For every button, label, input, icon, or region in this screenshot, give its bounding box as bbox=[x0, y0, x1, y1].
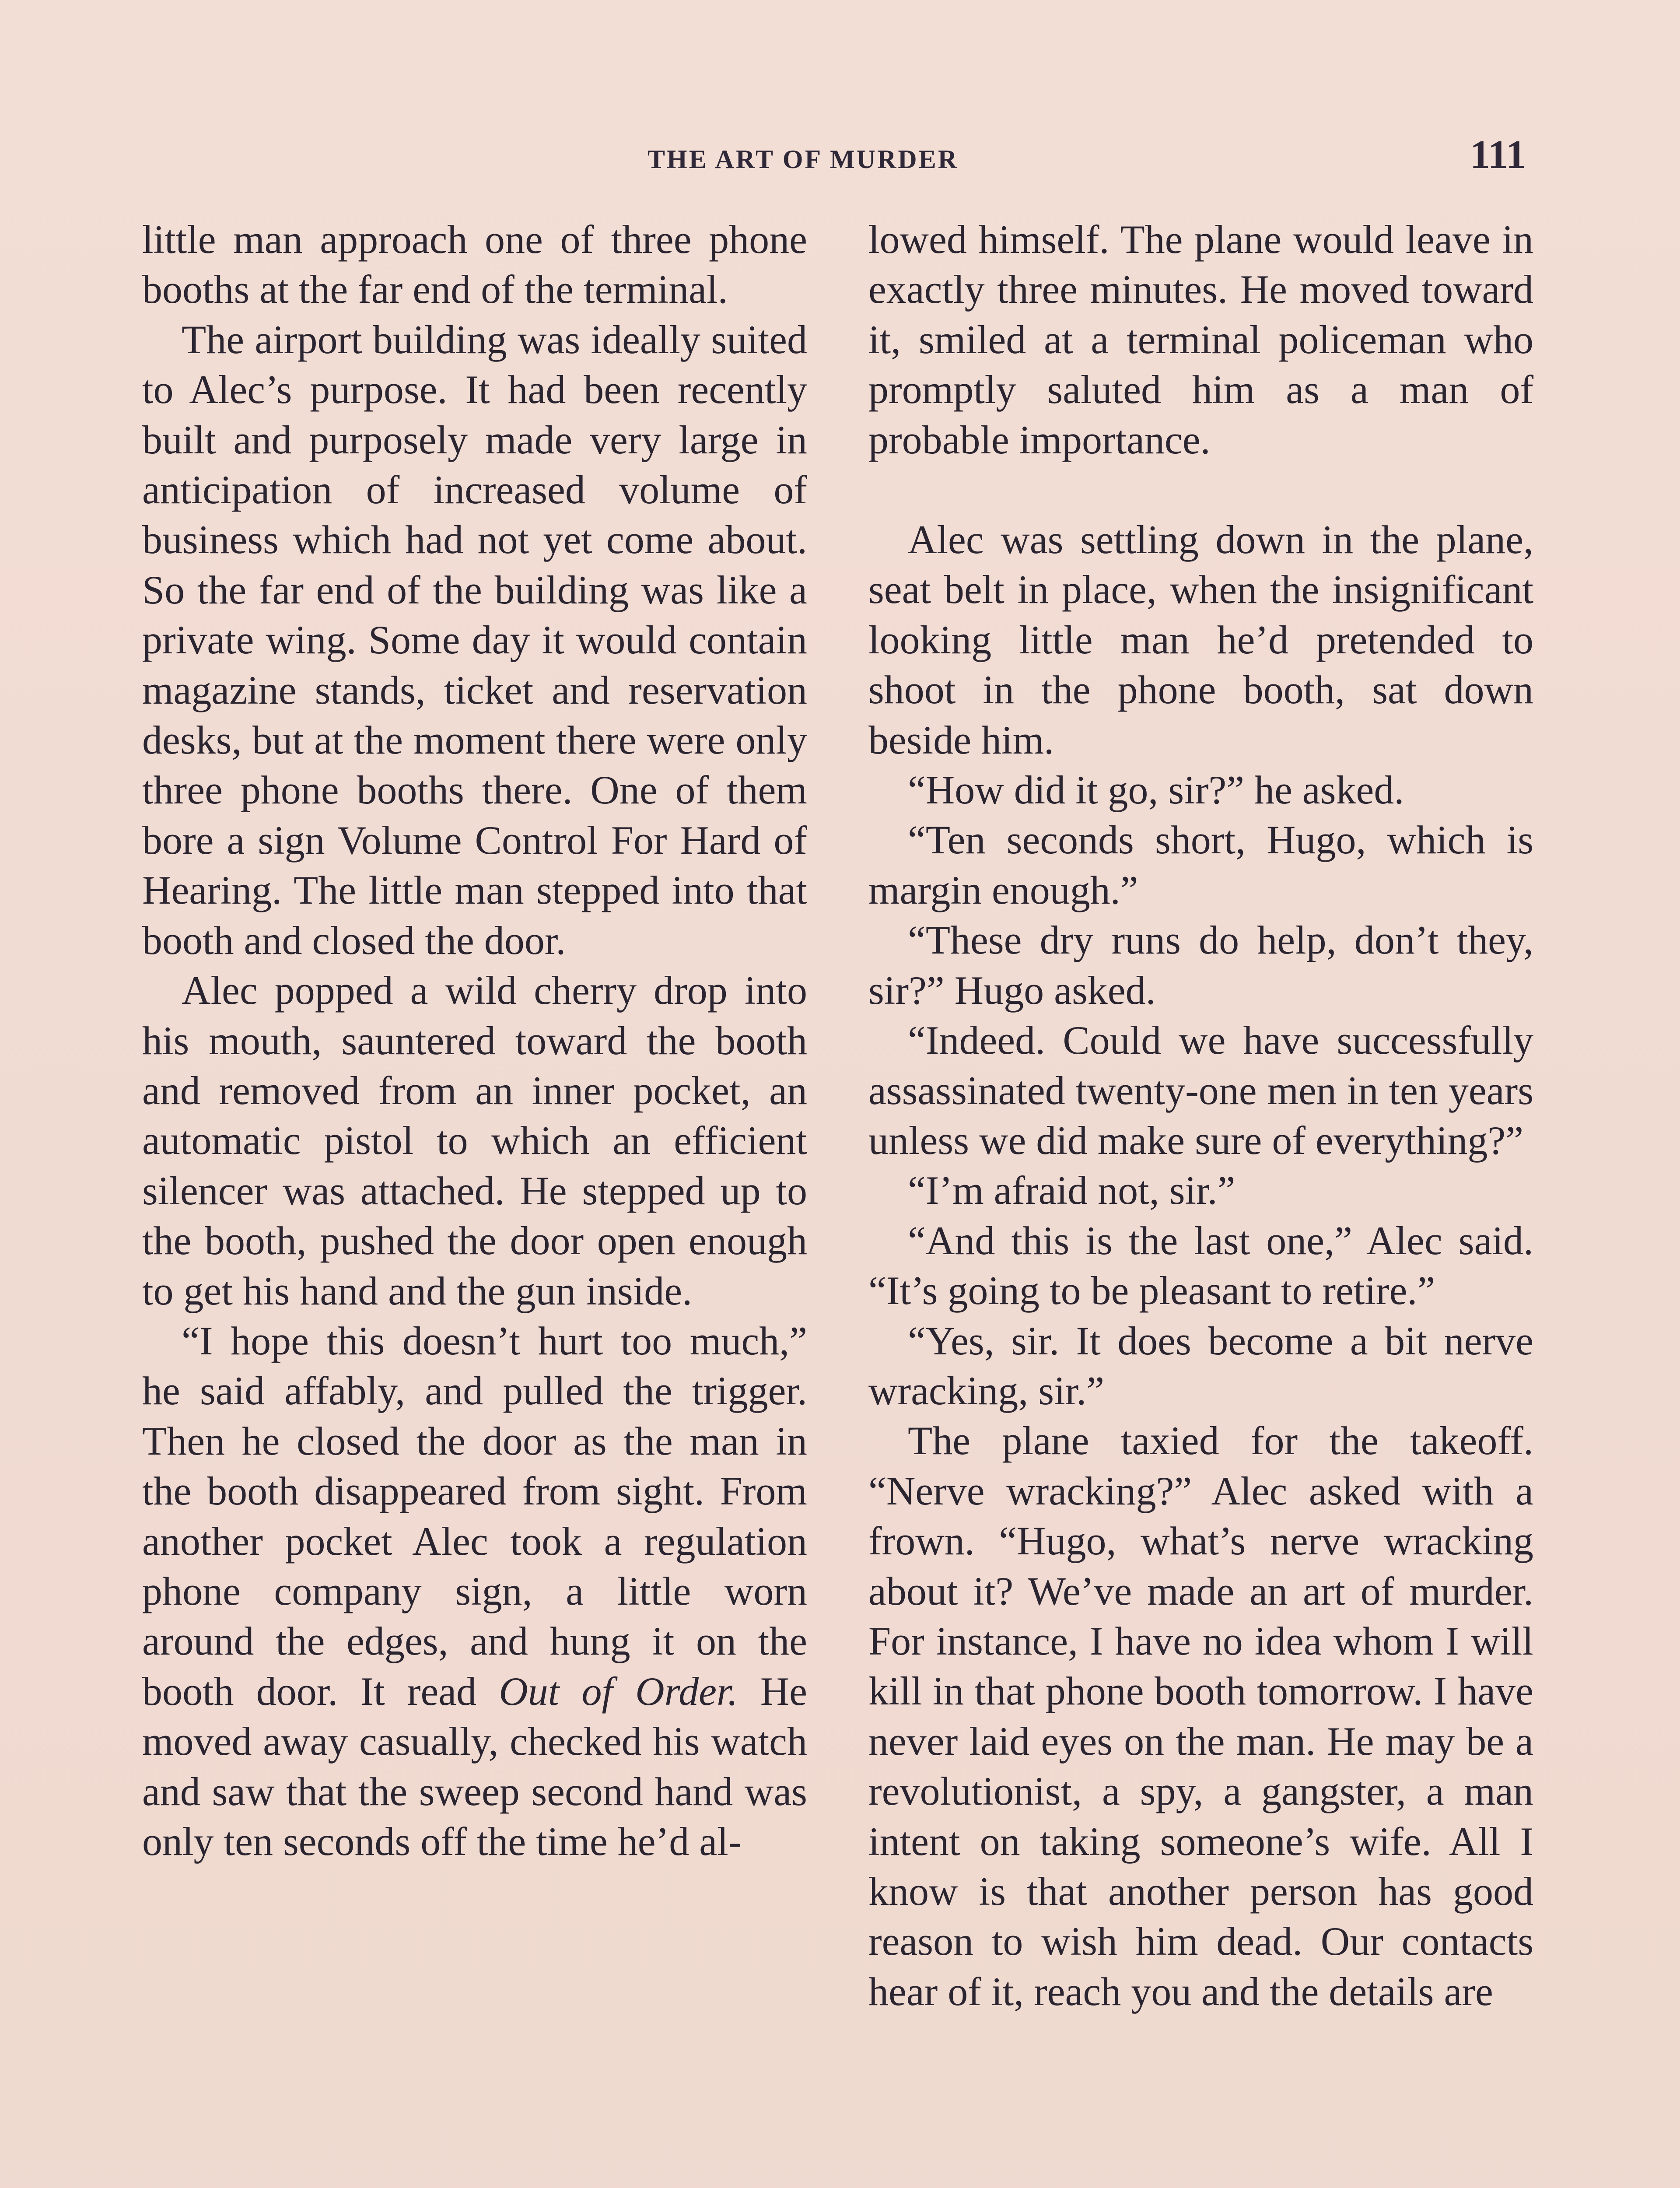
italic-sign-text: Out of Order. bbox=[499, 1669, 738, 1714]
paragraph: “Ten seconds short, Hugo, which is margin enough.” bbox=[868, 817, 1533, 912]
paragraph: “These dry runs do help, don’t they, sir?” Hugo asked. bbox=[868, 918, 1533, 1013]
right-column bbox=[868, 214, 1533, 2016]
paragraph: little man approach one of three phone booths at the far end of the terminal. bbox=[142, 217, 807, 312]
paragraph: lowed himself. The plane would leave in exactly three minutes. He moved toward it, smiled at a terminal policeman who promptly saluted him as a man of probable importance. bbox=[868, 217, 1533, 462]
paragraph: The plane taxied for the takeoff. “Nerve wracking?” Alec asked with a frown. “Hugo, what’s nerve wracking about it? We’ve made an art of murder. For instance, I have no idea whom I will kill in that phone booth tomorrow. I have never laid eyes on the man. He may be a revolutionist, a spy, a gangster, a man intent on taking someone’s wife. All I know is that another person has good reason to wish him dead. Our contacts hear of it, reach you and the details are bbox=[868, 1418, 1533, 2014]
left-column bbox=[142, 214, 807, 1866]
paragraph: “Indeed. Could we have successfully assassinated twenty-one men in ten years unless we did make sure of everything?” bbox=[868, 1018, 1533, 1163]
paragraph: Alec was settling down in the plane, seat belt in place, when the insignificant looking little man he’d pretended to shoot in the phone booth, sat down beside him. bbox=[868, 517, 1533, 762]
paragraph-text: He moved away casually, checked his watch and saw that the sweep second hand was only ten seconds off the time he’d al- bbox=[142, 1669, 808, 1864]
page-number: 111 bbox=[1470, 132, 1526, 177]
paragraph-text: “I hope this doesn’t hurt too much,” he said affably, and pulled the trigger. Then he closed the door as the man in the booth disappeared from sight. From another pocket Alec took a regulation phone company sign, a little worn around the edges, and hung it on the booth door. It read bbox=[142, 1318, 807, 1714]
paragraph: The airport building was ideally suited to Alec’s purpose. It had been recently built and purposely made very large in anticipation of increased volume of business which had not yet come about. So the far end of the building was like a private wing. Some day it would contain magazine stands, ticket and reservation desks, but at the moment there were only three phone booths there. One of them bore a sign Volume Control For Hard of Hearing. The little man stepped into that booth and closed the door. bbox=[142, 317, 807, 963]
paragraph: “How did it go, sir?” he asked. bbox=[908, 768, 1404, 813]
paragraph: Alec popped a wild cherry drop into his mouth, sauntered toward the booth and removed from an inner pocket, an automatic pistol to which an efficient silencer was attached. He stepped up to the booth, pushed the door open enough to get his hand and the gun inside. bbox=[142, 968, 807, 1313]
paragraph: “I’m afraid not, sir.” bbox=[908, 1168, 1236, 1213]
paragraph: “And this is the last one,” Alec said. “It’s going to be pleasant to retire.” bbox=[868, 1218, 1533, 1313]
paragraph: “Yes, sir. It does become a bit nerve wracking, sir.” bbox=[868, 1318, 1533, 1413]
running-title: THE ART OF MURDER bbox=[648, 145, 959, 174]
paragraph bbox=[142, 1316, 807, 1866]
